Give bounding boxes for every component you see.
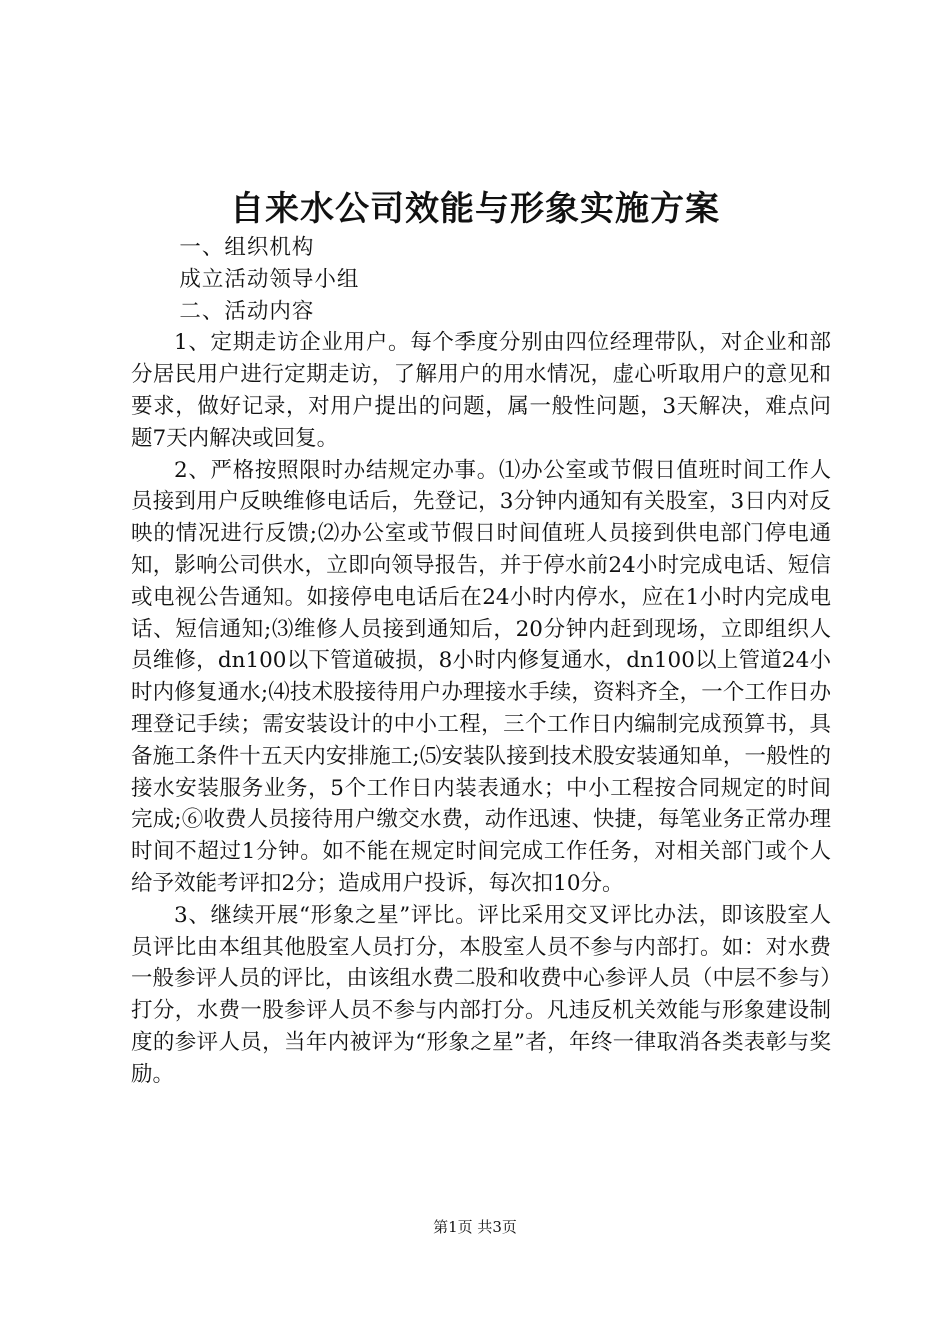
paragraph-item-3: 3、继续开展“形象之星”评比。评比采用交叉评比办法，即该股室人员评比由本组其他股室人员打分，本股室人员不参与内部打。如：对水费一般参评人员的评比，由该组水费二股和收费中心参评人员（中层不参与）打分，水费一股参评人员不参与内部打分。凡违反机关效能与形象建设制度的参评人员，当年内被评为“形象之星”者，年终一律取消各类表彰与奖励。 [131, 902, 831, 1087]
document-body [131, 232, 831, 1091]
section-heading-activities: 二、活动内容 [179, 298, 315, 324]
paragraph-item-2: 2、严格按照限时办结规定办事。⑴办公室或节假日值班时间工作人员接到用户反映维修电话后，先登记，3分钟内通知有关股室，3日内对反映的情况进行反馈;⑵办公室或节假日时间值班人员接到供电部门停电通知，影响公司供水，立即向领导报告，并于停水前24小时完成电话、短信或电视公告通知。如接停电电话后在24小时内停水，应在1小时内完成电话、短信通知;⑶维修人员接到通知后，20分钟内赶到现场，立即组织人员维修，dn100以下管道破损，8小时内修复通水，dn100以上管道24小时内修复通水;⑷技术股接待用户办理接水手续，资料齐全，一个工作日办理登记手续；需安装设计的中小工程，三个工作日内编制完成预算书，具备施工条件十五天内安排施工;⑸安装队接到技术股安装通知单，一般性的接水安装服务业务，5个工作日内装表通水；中小工程按合同规定的时间完成;⑥收费人员接待用户缴交水费，动作迅速、快捷，每笔业务正常办理时间不超过1分钟。如不能在规定时间完成工作任务，对相关部门或个人给予效能考评扣2分；造成用户投诉，每次扣10分。 [131, 457, 831, 896]
page-footer: 第1页 共3页 [433, 1218, 517, 1236]
page-title: 自来水公司效能与形象实施方案 [230, 189, 720, 229]
paragraph-leading-group: 成立活动领导小组 [179, 266, 360, 292]
section-heading-organization: 一、组织机构 [179, 235, 315, 260]
paragraph-item-1: 1、定期走访企业用户。每个季度分别由四位经理带队，对企业和部分居民用户进行定期走访，了解用户的用水情况，虚心听取用户的意见和要求，做好记录，对用户提出的问题，属一般性问题，3天解决，难点问题7天内解决或回复。 [131, 330, 831, 451]
